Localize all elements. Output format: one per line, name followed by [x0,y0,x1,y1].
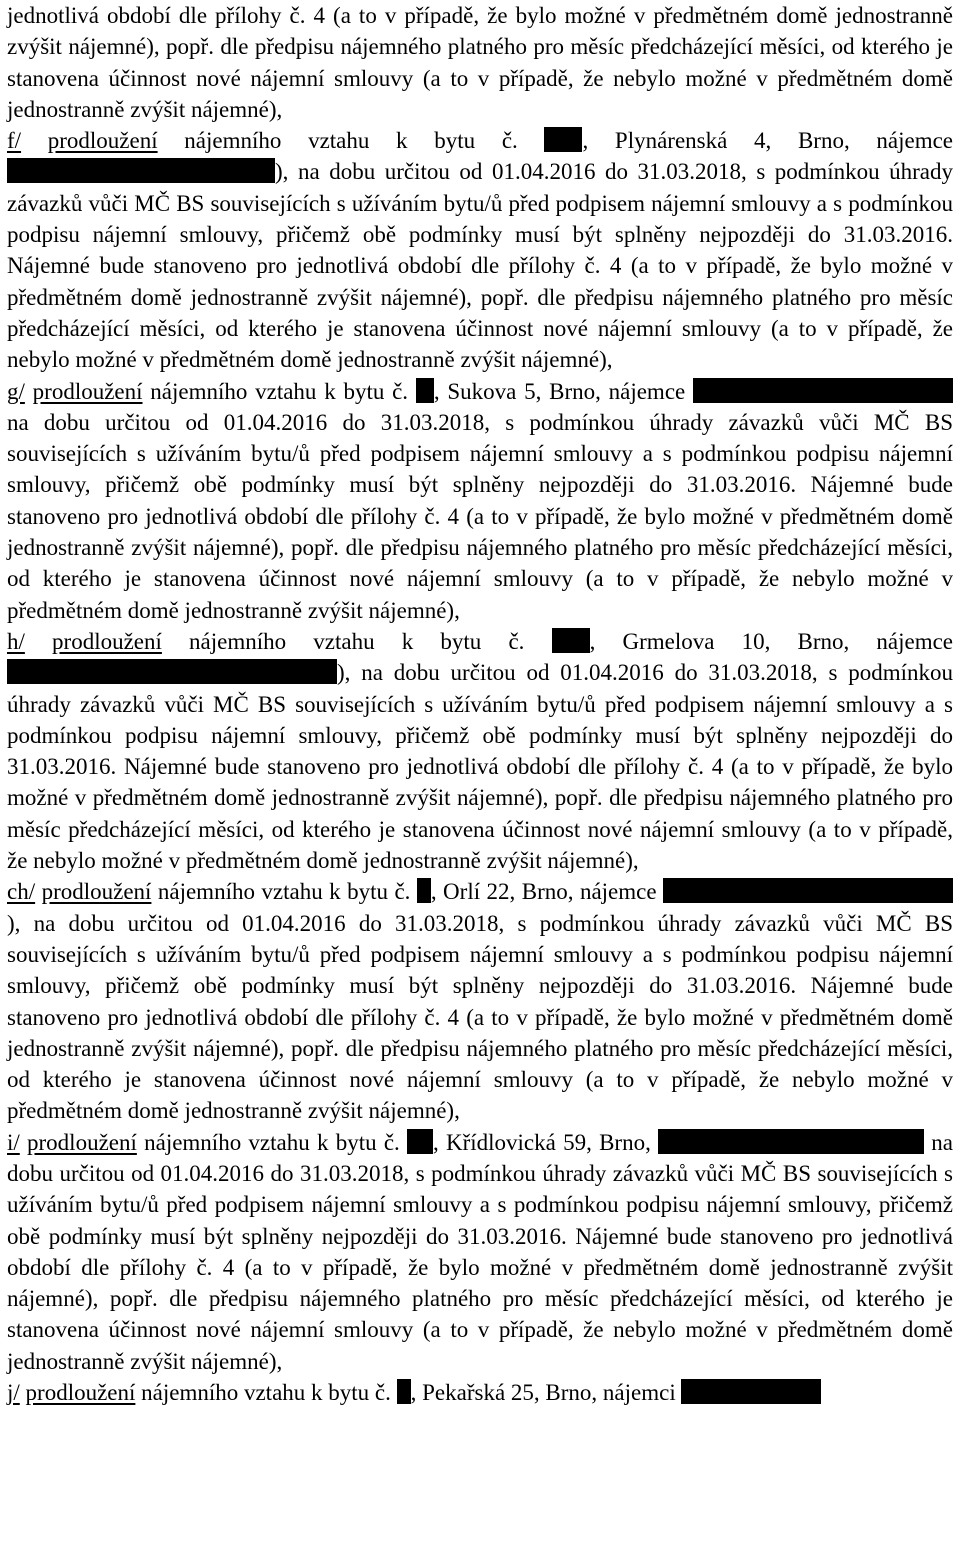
paragraph-text [25,379,33,404]
item-label: j/ [7,1380,20,1406]
item-label: f/ [7,128,22,154]
paragraph-text: , Plynárenská 4, Brno, nájemce [582,128,954,154]
paragraph-ch [7,876,953,1126]
paragraph-text [20,1130,27,1155]
item-label: prodloužení [52,628,162,654]
paragraph-text [21,128,48,153]
item-label: i/ [7,1129,20,1155]
paragraph-text [25,629,52,654]
paragraph-text: , Křídlovická 59, Brno, [433,1129,659,1155]
paragraph-text: na dobu určitou od 01.04.2016 do 31.03.2018, s podmínkou úhrady závazků vůči MČ BS souvisejících s užíváním bytu/ů před podpisem nájemní smlouvy a s podmínkou podpisu nájemní smlouvy, přičemž obě podmínky musí být splněny nejpozději do 31.03.2016. Nájemné bude stanoveno pro jednotlivá období dle přílohy č. 4 (a to v případě, že bylo možné v předmětném domě jednostranně zvýšit nájemné), popř. dle předpisu nájemného platného pro měsíc předcházející měsíci, od kterého je stanovena účinnost nové nájemní smlouvy (a to v případě, že nebylo možné v předmětném domě jednostranně zvýšit nájemné), [7,409,953,623]
paragraph-h [7,626,953,876]
redaction-block [407,1129,433,1154]
item-label: ch/ [7,879,36,905]
item-label: prodloužení [32,378,143,404]
item-label: prodloužení [47,128,158,154]
paragraph-text: , Grmelova 10, Brno, nájemce [589,628,953,654]
paragraph-f [7,125,953,375]
redaction-block [693,378,953,403]
paragraph-text: , Orlí 22, Brno, nájemce [430,879,664,905]
redaction-block [544,127,582,152]
redaction-block [681,1379,821,1404]
paragraph-text: ), na dobu určitou od 01.04.2016 do 31.03.2018, s podmínkou úhrady závazků vůči MČ BS souvisejících s užíváním bytu/ů před podpisem nájemní smlouvy a s podmínkou podpisu nájemní smlouvy, přičemž obě podmínky musí být splněny nejpozději do 31.03.2016. Nájemné bude stanoveno pro jednotlivá období dle přílohy č. 4 (a to v případě, že bylo možné v předmětném domě jednostranně zvýšit nájemné), popř. dle předpisu nájemného platného pro měsíc předcházející měsíci, od kterého je stanovena účinnost nové nájemní smlouvy (a to v případě, že nebylo možné v předmětném domě jednostranně zvýšit nájemné), [7,910,953,1124]
paragraph-text: ), na dobu určitou od 01.04.2016 do 31.03.2018, s podmínkou úhrady závazků vůči MČ BS souvisejících s užíváním bytu/ů před podpisem nájemní smlouvy a s podmínkou podpisu nájemní smlouvy, přičemž obě podmínky musí být splněny nejpozději do 31.03.2016. Nájemné bude stanoveno pro jednotlivá období dle přílohy č. 4 (a to v případě, že bylo možné v předmětném domě jednostranně zvýšit nájemné), popř. dle předpisu nájemného platného pro měsíc předcházející měsíci, od kterého je stanovena účinnost nové nájemní smlouvy (a to v případě, že nebylo možné v předmětném domě jednostranně zvýšit nájemné), [7,159,953,373]
item-label: prodloužení [41,879,152,905]
paragraph-text: nájemního vztahu k bytu č. [136,1129,408,1155]
paragraph-text: ), na dobu určitou od 01.04.2016 do 31.03.2018, s podmínkou úhrady závazků vůči MČ BS souvisejících s užíváním bytu/ů před podpisem nájemní smlouvy a s podmínkou podpisu nájemní smlouvy, přičemž obě podmínky musí být splněny nejpozději do 31.03.2016. Nájemné bude stanoveno pro jednotlivá období dle přílohy č. 4 (a to v případě, že bylo možné v předmětném domě jednostranně zvýšit nájemné), popř. dle předpisu nájemného platného pro měsíc předcházející měsíci, od kterého je stanovena účinnost nové nájemní smlouvy (a to v případě, že nebylo možné v předmětném domě jednostranně zvýšit nájemné), [7,660,953,874]
item-label: g/ [7,378,25,404]
paragraph-e-cont [7,0,953,125]
item-label: prodloužení [27,1129,137,1155]
redaction-block [552,628,590,653]
paragraph-text: , Sukova 5, Brno, nájemce [433,378,693,404]
item-label: prodloužení [25,1380,136,1406]
paragraph-g [7,376,953,626]
paragraph-text: nájemního vztahu k bytu č. [142,378,416,404]
redaction-block [7,659,337,684]
paragraph-text: nájemního vztahu k bytu č. [151,879,417,905]
redaction-block [7,158,275,183]
paragraph-text: nájemního vztahu k bytu č. [161,628,552,654]
paragraph-text: na dobu určitou od 01.04.2016 do 31.03.2018, s podmínkou úhrady závazků vůči MČ BS souvisejících s užíváním bytu/ů před podpisem nájemní smlouvy a s podmínkou podpisu nájemní smlouvy, přičemž obě podmínky musí být splněny nejpozději do 31.03.2016. Nájemné bude stanoveno pro jednotlivá období dle přílohy č. 4 (a to v případě, že bylo možné v předmětném domě jednostranně zvýšit nájemné), popř. dle předpisu nájemného platného pro měsíc předcházející měsíci, od kterého je stanovena účinnost nové nájemní smlouvy (a to v případě, že nebylo možné v předmětném domě jednostranně zvýšit nájemné), [7,1129,954,1374]
paragraph-text: jednotlivá období dle přílohy č. 4 (a to v případě, že bylo možné v předmětném domě jednostranně zvýšit nájemné), popř. dle předpisu nájemného platného pro měsíc předcházející měsíci, od kterého je stanovena účinnost nové nájemní smlouvy (a to v případě, že nebylo možné v předmětném domě jednostranně zvýšit nájemné), [7,3,953,122]
redaction-block [416,378,434,403]
paragraph-i [7,1127,953,1377]
redaction-block [658,1129,924,1154]
redaction-block [417,878,431,903]
paragraph-j [7,1377,953,1408]
redaction-block [397,1379,411,1404]
paragraph-text: nájemního vztahu k bytu č. [157,128,545,154]
paragraph-text: , Pekařská 25, Brno, nájemci [410,1380,682,1406]
item-label: h/ [7,628,25,654]
paragraph-text: nájemního vztahu k bytu č. [135,1380,397,1406]
redaction-block [663,878,953,903]
